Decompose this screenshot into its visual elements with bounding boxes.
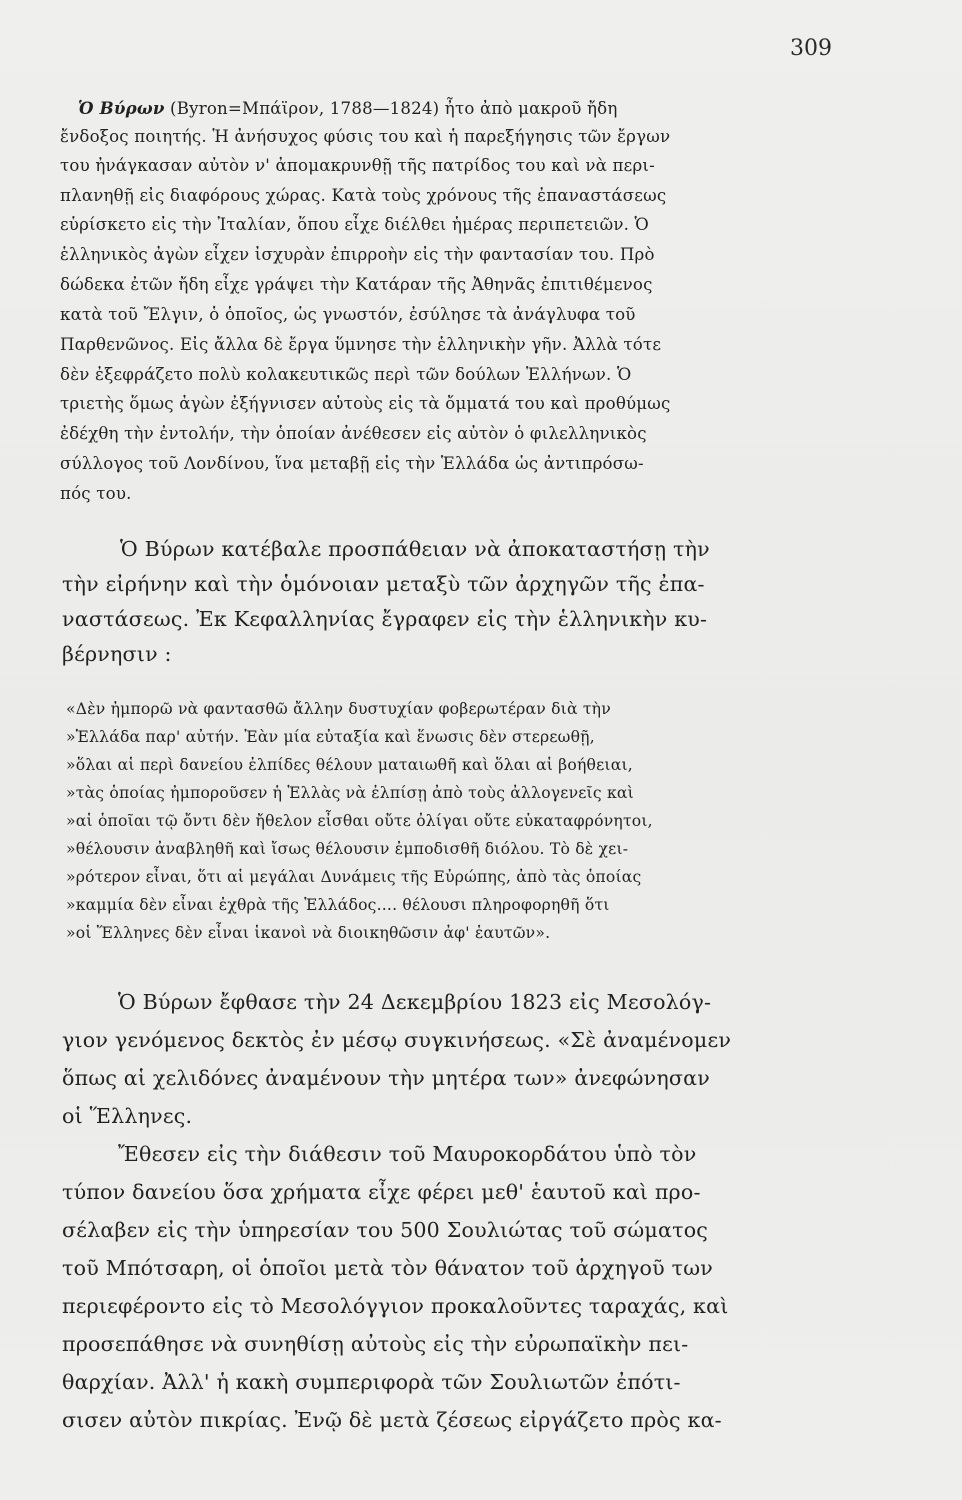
text-line: πλανηθῇ εἰς διαφόρους χώρας. Κατὰ τοὺς χρόνους τῆς ἐπαναστάσεως bbox=[60, 186, 667, 205]
text-line: σύλλογος τοῦ Λονδίνου, ἵνα μεταβῇ εἰς τὴν Ἑλλάδα ὡς ἀντιπρόσω- bbox=[60, 454, 644, 473]
text-line: Ἔθεσεν εἰς τὴν διάθεσιν τοῦ Μαυροκορδάτου ὑπὸ τὸν bbox=[118, 1142, 697, 1166]
text-line: περιεφέροντο εἰς τὸ Μεσολόγγιον προκαλοῦντες ταραχάς, καὶ bbox=[62, 1294, 729, 1318]
text-line: δὲν ἐξεφράζετο πολὺ κολακευτικῶς περὶ τῶν δούλων Ἑλλήνων. Ὁ bbox=[60, 365, 632, 384]
quote-line: »καμμία δὲν εἶναι ἐχθρὰ τῆς Ἑλλάδος.... θέλουσι πληροφορηθῆ ὅτι bbox=[66, 896, 610, 914]
text-line: Ὁ Βύρων (Byron=Μπάϊρον, 1788—1824) ἦτο ἀπὸ μακροῦ ἤδη bbox=[78, 98, 618, 118]
text-line: βέρνησιν : bbox=[62, 642, 172, 666]
text-line: ναστάσεως. Ἐκ Κεφαλληνίας ἔγραφεν εἰς τὴν ἑλληνικὴν κυ- bbox=[62, 607, 708, 631]
text-line: Παρθενῶνος. Εἰς ἄλλα δὲ ἔργα ὕμνησε τὴν ἑλληνικὴν γῆν. Ἀλλὰ τότε bbox=[60, 335, 662, 354]
text-line: τοῦ Μπότσαρη, οἱ ὁποῖοι μετὰ τὸν θάνατον τοῦ ἀρχηγοῦ των bbox=[62, 1256, 713, 1280]
name-lead: Ὁ Βύρων bbox=[78, 98, 165, 118]
quote-line: »ρότερον εἶναι, ὅτι αἱ μεγάλαι Δυνάμεις τῆς Εὐρώπης, ἀπὸ τὰς ὁποίας bbox=[66, 868, 642, 886]
text-line: ὅπως αἱ χελιδόνες ἀναμένουν τὴν μητέρα των» ἀνεφώνησαν bbox=[62, 1066, 710, 1090]
quote-line: «Δὲν ἠμπορῶ νὰ φαντασθῶ ἄλλην δυστυχίαν φοβερωτέραν διὰ τὴν bbox=[66, 700, 611, 718]
text-line: σέλαβεν εἰς τὴν ὑπηρεσίαν του 500 Σουλιώτας τοῦ σώματος bbox=[62, 1218, 709, 1242]
text-line: πός του. bbox=[60, 484, 132, 503]
text-line: προσεπάθησε νὰ συνηθίσῃ αὐτοὺς εἰς τὴν εὐρωπαϊκὴν πει- bbox=[62, 1332, 689, 1356]
text-line: Ὁ Βύρων κατέβαλε προσπάθειαν νὰ ἀποκαταστήσῃ τὴν bbox=[120, 537, 710, 561]
quote-line: »αἱ ὁποῖαι τῷ ὄντι δὲν ἤθελον εἶσθαι οὔτε ὀλίγαι οὔτε εὐκαταφρόνητοι, bbox=[66, 812, 653, 830]
text-line: θαρχίαν. Ἀλλ' ἡ κακὴ συμπεριφορὰ τῶν Σουλιωτῶν ἐπότι- bbox=[62, 1370, 681, 1394]
page-number: 309 bbox=[790, 36, 832, 61]
text-line: ἐδέχθη τὴν ἐντολήν, τὴν ὁποίαν ἀνέθεσεν εἰς αὐτὸν ὁ φιλελληνικὸς bbox=[60, 424, 647, 443]
text-line: εὑρίσκετο εἰς τὴν Ἰταλίαν, ὅπου εἶχε διέλθει ἡμέρας περιπετειῶν. Ὁ bbox=[60, 215, 650, 234]
quote-line: »οἱ Ἕλληνες δὲν εἶναι ἱκανοὶ νὰ διοικηθῶσιν ἀφ' ἑαυτῶν». bbox=[66, 924, 551, 942]
text-line: δώδεκα ἐτῶν ἤδη εἶχε γράψει τὴν Κατάραν τῆς Ἀθηνᾶς ἐπιτιθέμενος bbox=[60, 275, 653, 294]
text-line: σισεν αὐτὸν πικρίας. Ἐνῷ δὲ μετὰ ζέσεως εἰργάζετο πρὸς κα- bbox=[62, 1408, 722, 1432]
quote-line: »ὅλαι αἱ περὶ δανείου ἐλπίδες θέλουν ματαιωθῆ καὶ ὅλαι αἱ βοήθειαι, bbox=[66, 756, 633, 774]
text-line: του ἠνάγκασαν αὐτὸν ν' ἀπομακρυνθῇ τῆς πατρίδος του καὶ νὰ περι- bbox=[60, 156, 655, 175]
text-line: ἑλληνικὸς ἀγὼν εἶχεν ἰσχυρὰν ἐπιρροὴν εἰς τὴν φαντασίαν του. Πρὸ bbox=[60, 245, 655, 264]
text-line: κατὰ τοῦ Ἔλγιν, ὁ ὁποῖος, ὡς γνωστόν, ἐσύλησε τὰ ἀνάγλυφα τοῦ bbox=[60, 305, 636, 324]
quote-line: »θέλουσιν ἀναβληθῆ καὶ ἴσως θέλουσιν ἐμποδισθῆ διόλου. Τὸ δὲ χει- bbox=[66, 840, 629, 858]
text-line: τύπον δανείου ὅσα χρήματα εἶχε φέρει μεθ' ἑαυτοῦ καὶ προ- bbox=[62, 1180, 701, 1204]
text-line: οἱ Ἕλληνες. bbox=[62, 1104, 193, 1128]
quote-line: »τὰς ὁποίας ἠμποροῦσεν ἡ Ἑλλὰς νὰ ἐλπίσῃ ἀπὸ τοὺς ἀλλογενεῖς καὶ bbox=[66, 784, 634, 802]
text-line: Ὁ Βύρων ἔφθασε τὴν 24 Δεκεμβρίου 1823 εἰς Μεσολόγ- bbox=[118, 990, 712, 1014]
text-line: ἔνδοξος ποιητής. Ἡ ἀνήσυχος φύσις του καὶ ἡ παρεξήγησις τῶν ἔργων bbox=[60, 127, 671, 146]
quote-line: »Ἑλλάδα παρ' αὐτήν. Ἐὰν μία εὐταξία καὶ ἕνωσις δὲν στερεωθῇ, bbox=[66, 728, 595, 746]
text-line: τριετὴς ὅμως ἀγὼν ἐξήγνισεν αὐτοὺς εἰς τὰ ὄμματά του καὶ προθύμως bbox=[60, 394, 671, 413]
text-line: γιον γενόμενος δεκτὸς ἐν μέσῳ συγκινήσεως. «Σὲ ἀναμένομεν bbox=[62, 1028, 732, 1052]
text-line: τὴν εἰρήνην καὶ τὴν ὁμόνοιαν μεταξὺ τῶν ἀρχηγῶν τῆς ἐπα- bbox=[62, 572, 705, 596]
